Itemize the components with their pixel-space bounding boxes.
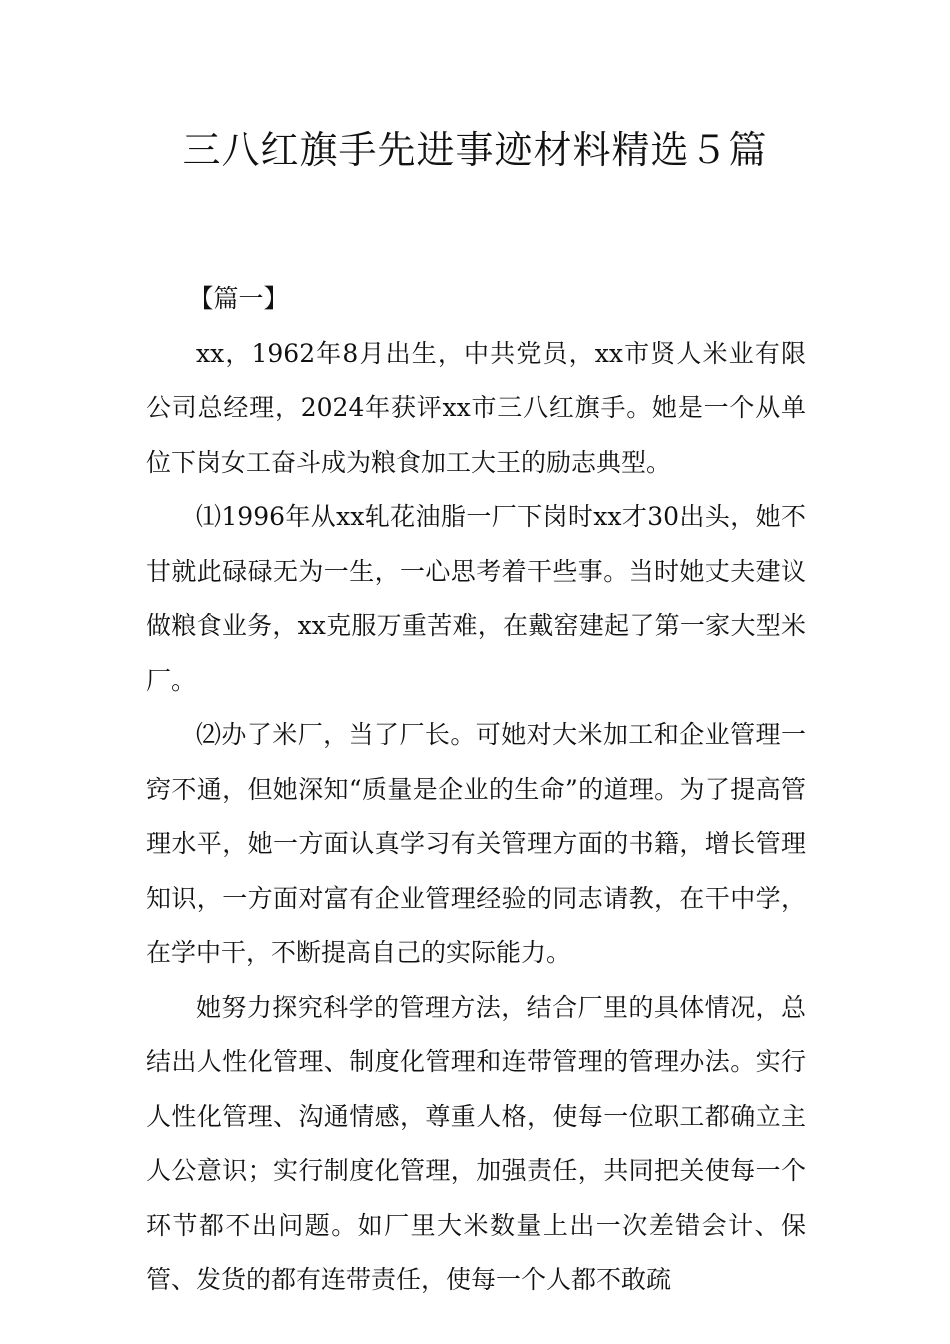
paragraph-management: 她努力探究科学的管理方法，结合厂里的具体情况，总结出人性化管理、制度化管理和连带管理的管理办法。实行人性化管理、沟通情感，尊重人格，使每一位职工都确立主人公意识；实行制度化管理，加强责任，共同把关使每一个环节都不出问题。如厂里大米数量上出一次差错会计、保管、发货的都有连带责任，使每一个人都不敢疏 — [146, 992, 806, 1294]
paragraph-intro: xx，1962年8月出生，中共党员，xx市贤人米业有限公司总经理，2024年获评xx市三八红旗手。她是一个从单位下岗女工奋斗成为粮食加工大王的励志典型。 — [146, 338, 806, 477]
document-title: 三八红旗手先进事迹材料精选５篇 — [182, 128, 768, 172]
section-heading: 【篇一】 — [188, 284, 289, 313]
paragraph-point-2: ⑵办了米厂，当了厂长。可她对大米加工和企业管理一窍不通，但她深知“质量是企业的生命”的道理。为了提高管理水平，她一方面认真学习有关管理方面的书籍，增长管理知识，一方面对富有企业管理经验的同志请教，在干中学，在学中干，不断提高自己的实际能力。 — [146, 720, 806, 967]
paragraph-point-1: ⑴1996年从xx轧花油脂一厂下岗时xx才30出头，她不甘就此碌碌无为一生，一心思考着干些事。当时她丈夫建议做粮食业务，xx克服万重苦难，在戴窑建起了第一家大型米厂。 — [146, 502, 806, 695]
document-body — [146, 272, 806, 1308]
